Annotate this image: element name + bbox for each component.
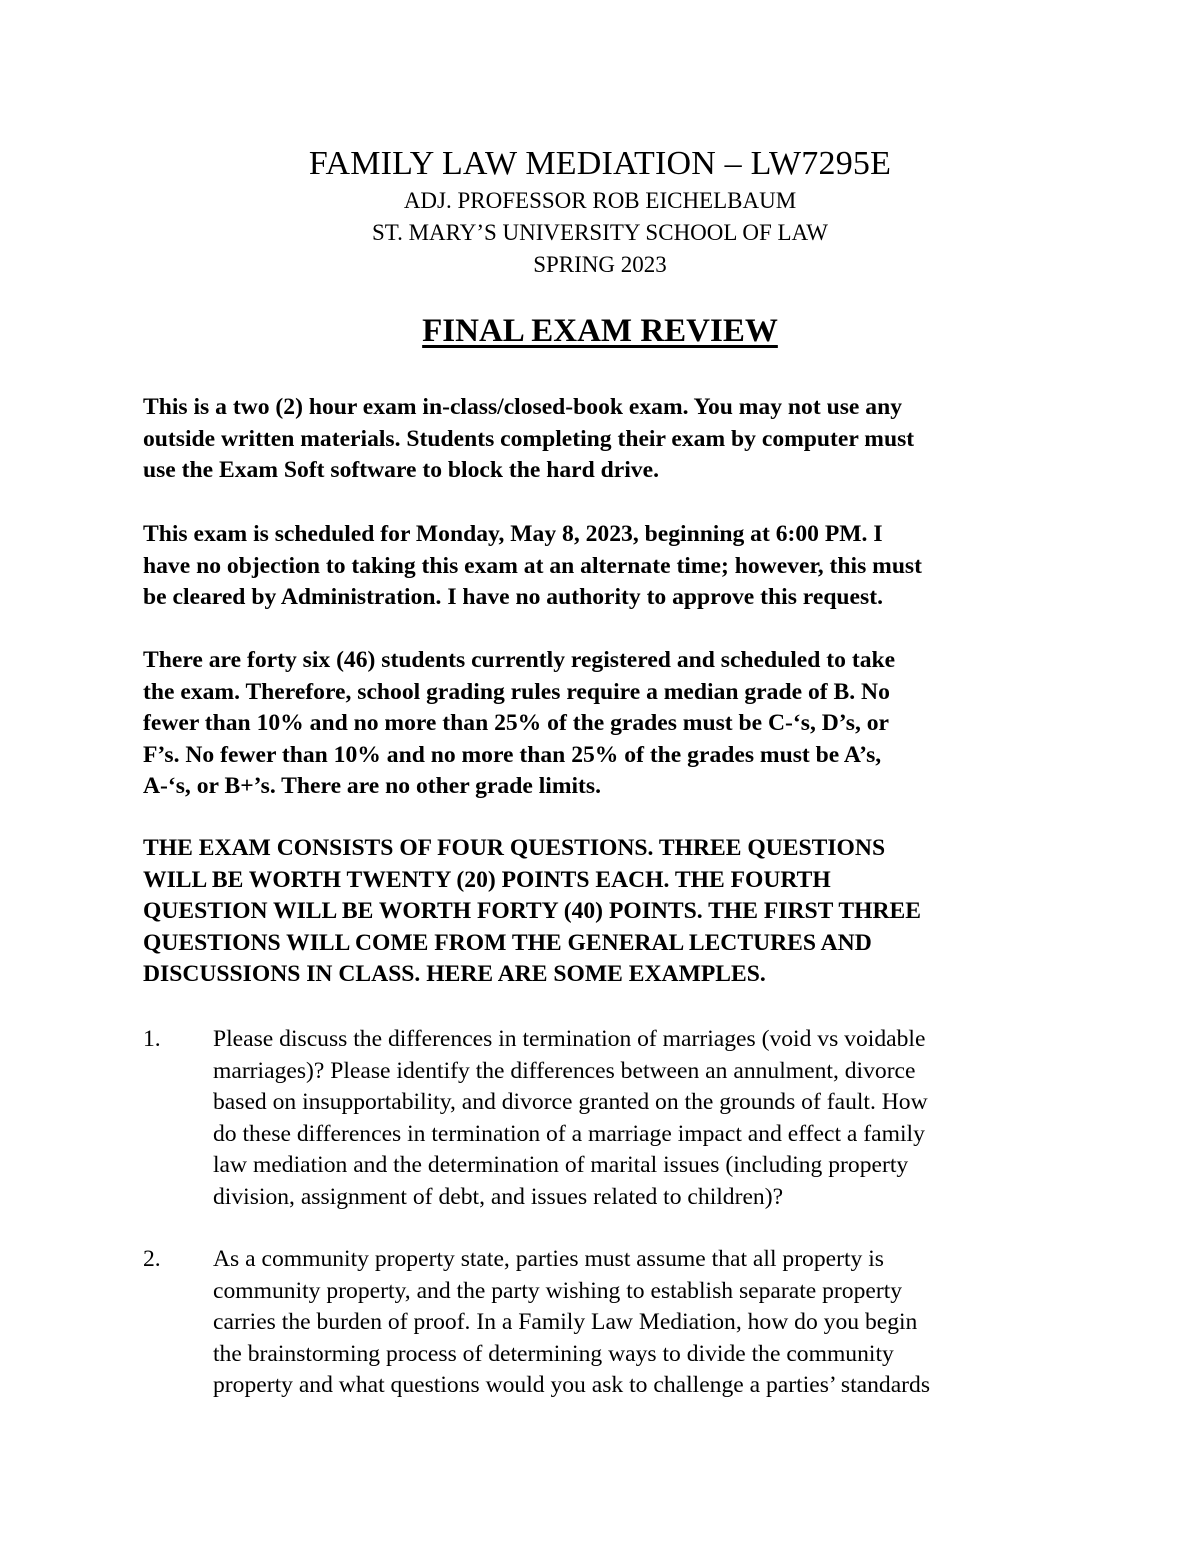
paragraph-line: outside written materials. Students completing their exam by computer must xyxy=(143,425,915,452)
question-number: 2. xyxy=(143,1246,161,1272)
paragraph-line: A-‘s, or B+’s. There are no other grade limits. xyxy=(143,773,601,800)
grading-rules-paragraph xyxy=(143,645,1068,803)
paragraph-line: There are forty six (46) students currently registered and scheduled to take xyxy=(143,647,896,673)
paragraph-line: QUESTIONS WILL COME FROM THE GENERAL LECTURES AND xyxy=(143,929,872,956)
question-number: 1. xyxy=(143,1026,161,1052)
question-line: the brainstorming process of determining ways to divide the community xyxy=(213,1340,894,1367)
question-line: marriages)? Please identify the differences between an annulment, divorce xyxy=(213,1057,916,1084)
paragraph-line: the exam. Therefore, school grading rules require a median grade of B. No xyxy=(143,678,890,705)
question-line: carries the burden of proof. In a Family Law Mediation, how do you begin xyxy=(213,1309,918,1336)
question-text xyxy=(213,1024,1073,1214)
exam-schedule-paragraph xyxy=(143,519,1068,614)
paragraph-line: F’s. No fewer than 10% and no more than 25% of the grades must be A’s, xyxy=(143,741,882,768)
question-line: division, assignment of debt, and issues related to children)? xyxy=(213,1183,784,1210)
question-line: As a community property state, parties must assume that all property is xyxy=(213,1246,884,1272)
review-title: FINAL EXAM REVIEW xyxy=(422,313,778,349)
paragraph-line: be cleared by Administration. I have no authority to approve this request. xyxy=(143,584,883,611)
paragraph-line: THE EXAM CONSISTS OF FOUR QUESTIONS. THREE QUESTIONS xyxy=(143,835,886,861)
paragraph-line: WILL BE WORTH TWENTY (20) POINTS EACH. THE FOURTH xyxy=(143,866,831,893)
professor-name: ADJ. PROFESSOR ROB EICHELBAUM xyxy=(403,188,797,213)
document-header xyxy=(0,145,1200,281)
question-line: Please discuss the differences in termination of marriages (void vs voidable xyxy=(213,1026,926,1052)
paragraph-line: This exam is scheduled for Monday, May 8, 2023, beginning at 6:00 PM. I xyxy=(143,521,883,547)
question-line: property and what questions would you ask to challenge a parties’ standards xyxy=(213,1372,931,1399)
question-line: do these differences in termination of a marriage impact and effect a family xyxy=(213,1120,925,1147)
exam-structure-paragraph xyxy=(143,833,1068,991)
school-name: ST. MARY’S UNIVERSITY SCHOOL OF LAW xyxy=(371,220,829,245)
exam-format-paragraph xyxy=(143,392,1068,487)
paragraph-line: DISCUSSIONS IN CLASS. HERE ARE SOME EXAMPLES. xyxy=(143,961,766,988)
question-line: based on insupportability, and divorce granted on the grounds of fault. How xyxy=(213,1089,928,1116)
course-title: FAMILY LAW MEDIATION – LW7295E xyxy=(308,145,892,182)
paragraph-line: use the Exam Soft software to block the hard drive. xyxy=(143,457,659,484)
question-line: community property, and the party wishing to establish separate property xyxy=(213,1277,903,1304)
paragraph-line: fewer than 10% and no more than 25% of the grades must be C-‘s, D’s, or xyxy=(143,710,890,737)
paragraph-line: QUESTION WILL BE WORTH FORTY (40) POINTS. THE FIRST THREE xyxy=(143,898,922,925)
question-text xyxy=(213,1244,1073,1402)
term: SPRING 2023 xyxy=(533,252,667,277)
question-line: law mediation and the determination of marital issues (including property xyxy=(213,1152,909,1179)
paragraph-line: have no objection to taking this exam at an alternate time; however, this must xyxy=(143,552,922,579)
paragraph-line: This is a two (2) hour exam in-class/closed-book exam. You may not use any xyxy=(143,394,902,420)
